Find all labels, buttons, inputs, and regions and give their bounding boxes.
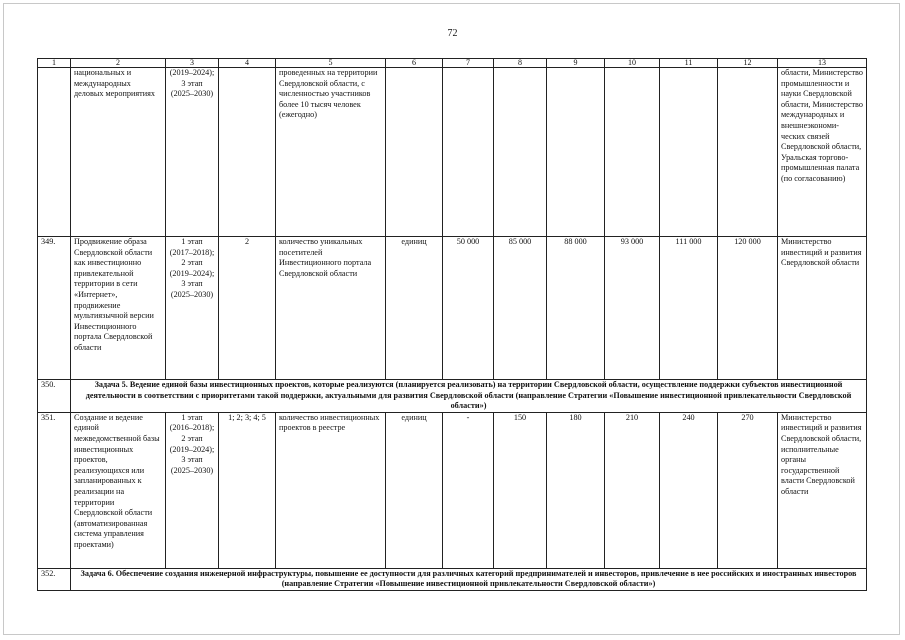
value-cell: 88 000 [547, 237, 605, 380]
executor: Министерство инвестиций и развития Свердловской области, исполнительные органы государственной власти Свердловской области [778, 412, 867, 568]
column-header: 13 [778, 59, 867, 68]
value-cell: 240 [660, 412, 718, 568]
table-row-350 [38, 380, 867, 413]
column-header: 3 [166, 59, 219, 68]
column-header: 1 [38, 59, 71, 68]
task-heading: Задача 6. Обеспечение создания инженерной инфраструктуры, повышение ее доступности для различных категорий предпринимателей и инвесторов, привлечение в нее российских и иностранных инвесторов (направление Стратегии «Повышение инвестиционной привлекательности Свердловской области») [71, 568, 867, 590]
value-cell: - [443, 412, 494, 568]
stage-period: 1 этап (2016–2018); 2 этап (2019–2024); 3 этап (2025–2030) [166, 412, 219, 568]
activity-name: национальных и международных деловых мероприятиях [71, 68, 166, 237]
column-header: 7 [443, 59, 494, 68]
table-row-352 [38, 568, 867, 590]
value-cell: 210 [605, 412, 660, 568]
task-numbers: 1; 2; 3; 4; 5 [219, 412, 276, 568]
table-row-349 [38, 237, 867, 380]
unit [386, 68, 443, 237]
header-row [38, 59, 867, 68]
value-cell [718, 68, 778, 237]
row-number: 351. [38, 412, 71, 568]
table-row-351 [38, 412, 867, 568]
executor: области, Министерство промышленности и науки Свердловской области, Министерство международных и внешнеэкономи-ческих связей Свердловской области, Уральская торгово-промышленная палата (по согласованию) [778, 68, 867, 237]
value-cell [443, 68, 494, 237]
value-cell: 270 [718, 412, 778, 568]
value-cell [547, 68, 605, 237]
value-cell: 180 [547, 412, 605, 568]
column-header: 11 [660, 59, 718, 68]
unit: единиц [386, 412, 443, 568]
activity-name: Создание и ведение единой межведомственной базы инвестиционных проектов, реализующихся или запланированных к реализации на территории Свердловской области (автоматизированная система управления проектами) [71, 412, 166, 568]
task-heading: Задача 5. Ведение единой базы инвестиционных проектов, которые реализуются (планируется реализовать) на территории Свердловской области, осуществление поддержки субъектов инвестиционной деятельности в соответствии с приоритетами такой поддержки, актуальными для развития Свердловской области (направление Стратегии «Повышение инвестиционной привлекательности Свердловской области») [71, 380, 867, 413]
column-header: 9 [547, 59, 605, 68]
unit: единиц [386, 237, 443, 380]
row-number: 349. [38, 237, 71, 380]
value-cell [494, 68, 547, 237]
value-cell [605, 68, 660, 237]
row-number: 352. [38, 568, 71, 590]
indicator-name: количество уникальных посетителей Инвестиционного портала Свердловской области [276, 237, 386, 380]
stage-period: (2019–2024); 3 этап (2025–2030) [166, 68, 219, 237]
plan-table [37, 58, 867, 591]
executor: Министерство инвестиций и развития Свердловской области [778, 237, 867, 380]
value-cell: 93 000 [605, 237, 660, 380]
value-cell: 85 000 [494, 237, 547, 380]
column-header: 10 [605, 59, 660, 68]
value-cell [660, 68, 718, 237]
column-header: 6 [386, 59, 443, 68]
column-header: 5 [276, 59, 386, 68]
activity-name: Продвижение образа Свердловской области как инвестиционно привлекательной территории в сети «Интернет», продвижение мультиязычной версии Инвестиционного портала Свердловской области [71, 237, 166, 380]
task-numbers: 2 [219, 237, 276, 380]
page-number: 72 [447, 28, 458, 39]
value-cell: 111 000 [660, 237, 718, 380]
column-header: 12 [718, 59, 778, 68]
stage-period: 1 этап (2017–2018); 2 этап (2019–2024); 3 этап (2025–2030) [166, 237, 219, 380]
indicator-name: количество инвестиционных проектов в реестре [276, 412, 386, 568]
value-cell: 150 [494, 412, 547, 568]
indicator-name: проведенных на территории Свердловской области, с численностью участников более 10 тысяч человек (ежегодно) [276, 68, 386, 237]
row-number [38, 68, 71, 237]
table-row-continued [38, 68, 867, 237]
column-header: 8 [494, 59, 547, 68]
column-header: 4 [219, 59, 276, 68]
column-header: 2 [71, 59, 166, 68]
value-cell: 50 000 [443, 237, 494, 380]
value-cell: 120 000 [718, 237, 778, 380]
task-numbers [219, 68, 276, 237]
row-number: 350. [38, 380, 71, 413]
